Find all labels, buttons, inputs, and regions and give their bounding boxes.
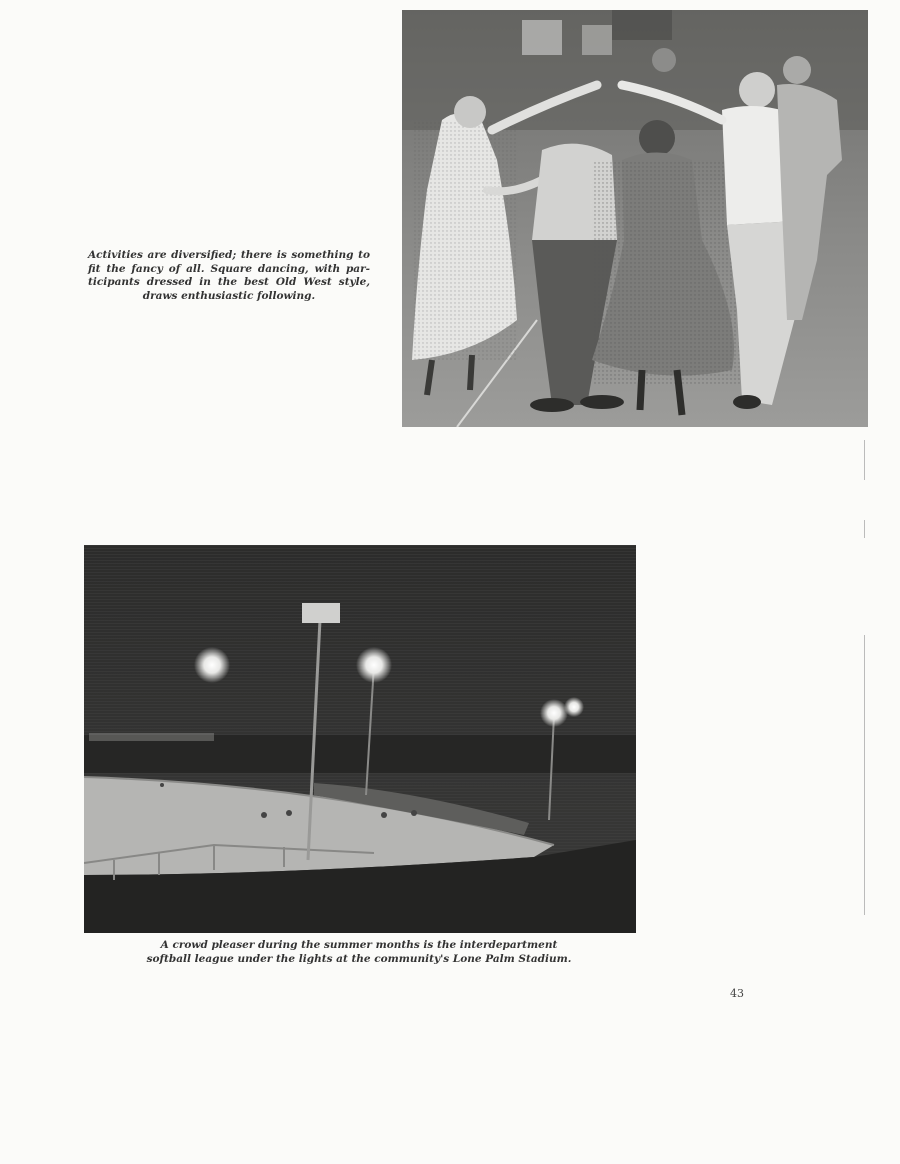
- caption-line: Activities are diversified; there is something to: [88, 249, 370, 261]
- caption-line: softball league under the lights at the community's Lone Palm Stadium.: [146, 952, 572, 965]
- square-dance-caption: [88, 249, 370, 303]
- scan-artifact-line: [864, 635, 865, 915]
- square-dance-image: [402, 10, 868, 427]
- scan-artifact-line: [864, 440, 865, 480]
- caption-line: A crowd pleaser during the summer months is the interdepartment: [160, 939, 558, 951]
- square-dance-photo: [402, 10, 868, 427]
- night-softball-stadium-photo: [84, 545, 636, 933]
- scan-artifact-line: [864, 520, 865, 538]
- page-number: 43: [730, 987, 744, 1000]
- softball-caption: [130, 939, 588, 966]
- caption-line: fit the fancy of all. Square dancing, with par-: [88, 262, 370, 275]
- caption-line: draws enthusiastic following.: [142, 289, 316, 302]
- night-softball-image: [84, 545, 636, 933]
- caption-line: ticipants dressed in the best Old West style,: [88, 276, 370, 289]
